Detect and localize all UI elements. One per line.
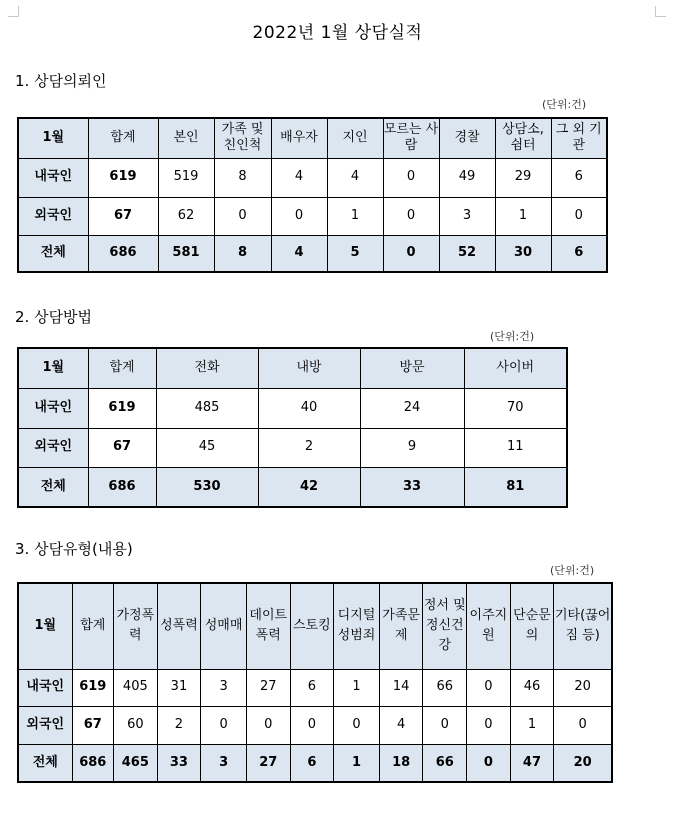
table-row xyxy=(18,197,607,235)
section3-heading: 3. 상담유형(내용) xyxy=(15,540,133,558)
table-cell: 619 xyxy=(88,388,156,428)
table-cell: 9 xyxy=(360,428,464,467)
section2-unit: (단위:건) xyxy=(490,330,535,343)
header-cell: 방문 xyxy=(360,348,464,388)
header-cell: 합계 xyxy=(88,348,156,388)
header-cell: 1월 xyxy=(18,118,88,158)
table-cell: 81 xyxy=(464,467,567,507)
table-cell: 5 xyxy=(327,235,383,272)
table-cell: 0 xyxy=(246,706,290,744)
table-cell: 6 xyxy=(551,158,607,197)
header-row xyxy=(18,118,607,158)
header-cell: 지인 xyxy=(327,118,383,158)
section1-unit: (단위:건) xyxy=(542,98,587,111)
table-cell: 530 xyxy=(156,467,258,507)
table-cell: 66 xyxy=(423,744,467,782)
table-cell: 0 xyxy=(423,706,467,744)
table-cell: 52 xyxy=(439,235,495,272)
table-cell: 27 xyxy=(246,744,290,782)
table-cell: 60 xyxy=(114,706,158,744)
row-label: 외국인 xyxy=(18,197,88,235)
section2-heading: 2. 상담방법 xyxy=(15,308,93,326)
page-corner-mark xyxy=(8,6,19,17)
header-cell: 경찰 xyxy=(439,118,495,158)
header-cell: 가족 및 친인척 xyxy=(214,118,271,158)
header-cell: 가족문제 xyxy=(379,583,423,669)
table-cell: 62 xyxy=(158,197,214,235)
table-cell: 18 xyxy=(379,744,423,782)
header-cell: 사이버 xyxy=(464,348,567,388)
header-cell: 기타(끊어짐 등) xyxy=(554,583,612,669)
table-cell: 1 xyxy=(510,706,554,744)
table-cell: 31 xyxy=(157,669,201,706)
table-cell: 686 xyxy=(88,467,156,507)
table-cell: 70 xyxy=(464,388,567,428)
table-cell: 20 xyxy=(554,744,612,782)
table-cell: 27 xyxy=(246,669,290,706)
table-row xyxy=(18,428,567,467)
table-cell: 485 xyxy=(156,388,258,428)
table-row xyxy=(18,388,567,428)
table-cell: 33 xyxy=(360,467,464,507)
table-cell: 581 xyxy=(158,235,214,272)
header-cell: 1월 xyxy=(18,583,72,669)
row-label: 외국인 xyxy=(18,706,72,744)
table-cell: 8 xyxy=(214,235,271,272)
table-cell: 0 xyxy=(271,197,327,235)
row-label: 외국인 xyxy=(18,428,88,467)
table-cell: 20 xyxy=(554,669,612,706)
table-cell: 11 xyxy=(464,428,567,467)
header-cell: 디지털성범죄 xyxy=(334,583,380,669)
table-consult-client xyxy=(17,117,608,273)
table-cell: 4 xyxy=(379,706,423,744)
table-cell: 66 xyxy=(423,669,467,706)
section1-heading: 1. 상담의뢰인 xyxy=(15,72,107,90)
header-cell: 합계 xyxy=(72,583,114,669)
table-cell: 67 xyxy=(88,428,156,467)
page-corner-mark xyxy=(655,6,666,17)
table-row xyxy=(18,706,612,744)
table-cell: 6 xyxy=(290,669,334,706)
table-cell: 4 xyxy=(271,235,327,272)
header-cell: 성폭력 xyxy=(157,583,201,669)
row-label: 전체 xyxy=(18,235,88,272)
table-cell: 619 xyxy=(88,158,158,197)
row-label: 전체 xyxy=(18,467,88,507)
table-cell: 0 xyxy=(201,706,247,744)
table-cell: 30 xyxy=(495,235,551,272)
table-cell: 0 xyxy=(383,197,439,235)
table-cell: 3 xyxy=(201,744,247,782)
row-label: 전체 xyxy=(18,744,72,782)
table-cell: 0 xyxy=(554,706,612,744)
table-cell: 0 xyxy=(467,744,511,782)
row-label: 내국인 xyxy=(18,669,72,706)
header-cell: 전화 xyxy=(156,348,258,388)
table-consult-method xyxy=(17,347,568,508)
table-cell: 6 xyxy=(290,744,334,782)
header-cell: 합계 xyxy=(88,118,158,158)
header-cell: 정서 및 정신건강 xyxy=(423,583,467,669)
table-cell: 29 xyxy=(495,158,551,197)
table-row-total xyxy=(18,467,567,507)
table-cell: 0 xyxy=(383,235,439,272)
header-cell: 데이트폭력 xyxy=(246,583,290,669)
header-cell: 단순문의 xyxy=(510,583,554,669)
table-cell: 686 xyxy=(72,744,114,782)
table-cell: 8 xyxy=(214,158,271,197)
header-cell: 그 외 기관 xyxy=(551,118,607,158)
table-cell: 14 xyxy=(379,669,423,706)
table-row xyxy=(18,669,612,706)
header-cell: 가정폭력 xyxy=(114,583,158,669)
table-cell: 45 xyxy=(156,428,258,467)
header-cell: 본인 xyxy=(158,118,214,158)
table-cell: 1 xyxy=(334,669,380,706)
header-cell: 1월 xyxy=(18,348,88,388)
table-cell: 4 xyxy=(327,158,383,197)
table-cell: 519 xyxy=(158,158,214,197)
table-cell: 0 xyxy=(467,706,511,744)
header-row xyxy=(18,583,612,669)
table-cell: 46 xyxy=(510,669,554,706)
row-label: 내국인 xyxy=(18,158,88,197)
table-cell: 405 xyxy=(114,669,158,706)
table-cell: 465 xyxy=(114,744,158,782)
table-row-total xyxy=(18,235,607,272)
table-cell: 3 xyxy=(201,669,247,706)
document-title: 2022년 1월 상담실적 xyxy=(252,23,423,43)
row-label: 내국인 xyxy=(18,388,88,428)
header-cell: 스토킹 xyxy=(290,583,334,669)
table-cell: 3 xyxy=(439,197,495,235)
table-cell: 49 xyxy=(439,158,495,197)
table-cell: 40 xyxy=(258,388,360,428)
header-cell: 이주지원 xyxy=(467,583,511,669)
table-cell: 0 xyxy=(214,197,271,235)
header-row xyxy=(18,348,567,388)
table-cell: 2 xyxy=(157,706,201,744)
table-cell: 47 xyxy=(510,744,554,782)
table-cell: 0 xyxy=(334,706,380,744)
header-cell: 모르는 사람 xyxy=(383,118,439,158)
table-cell: 6 xyxy=(551,235,607,272)
table-cell: 1 xyxy=(327,197,383,235)
table-cell: 67 xyxy=(88,197,158,235)
table-cell: 0 xyxy=(290,706,334,744)
table-cell: 0 xyxy=(551,197,607,235)
table-cell: 1 xyxy=(334,744,380,782)
table-cell: 0 xyxy=(467,669,511,706)
header-cell: 내방 xyxy=(258,348,360,388)
table-row xyxy=(18,158,607,197)
table-row-total xyxy=(18,744,612,782)
table-cell: 0 xyxy=(383,158,439,197)
section3-unit: (단위:건) xyxy=(550,564,595,577)
table-cell: 619 xyxy=(72,669,114,706)
table-cell: 1 xyxy=(495,197,551,235)
table-cell: 2 xyxy=(258,428,360,467)
table-cell: 24 xyxy=(360,388,464,428)
header-cell: 배우자 xyxy=(271,118,327,158)
header-cell: 성매매 xyxy=(201,583,247,669)
table-cell: 67 xyxy=(72,706,114,744)
table-cell: 42 xyxy=(258,467,360,507)
table-cell: 686 xyxy=(88,235,158,272)
header-cell: 상담소, 쉼터 xyxy=(495,118,551,158)
table-cell: 4 xyxy=(271,158,327,197)
table-consult-type xyxy=(17,582,613,783)
table-cell: 33 xyxy=(157,744,201,782)
